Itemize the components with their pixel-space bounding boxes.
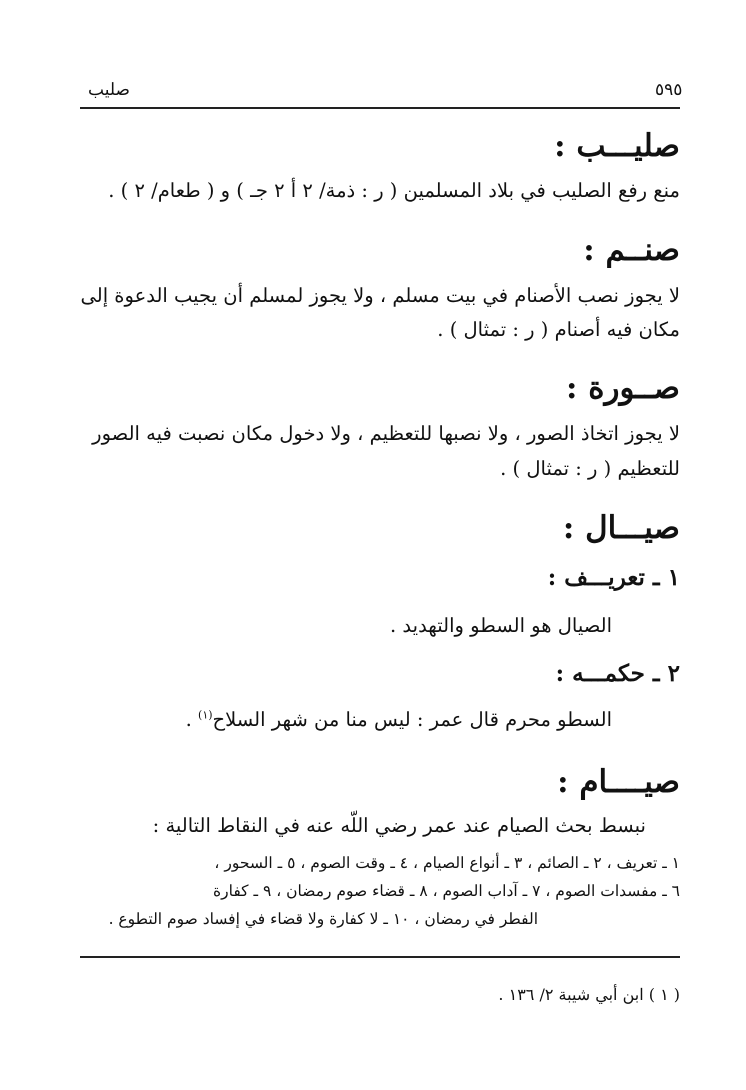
body-text-end: . — [185, 708, 199, 731]
section-heading-sura: صــورة : — [566, 370, 680, 406]
body-line: مكان فيه أصنام ( ر : تمثال ) . — [437, 318, 680, 341]
header-rule — [80, 107, 680, 109]
running-head: صليب — [88, 80, 130, 100]
body-line: الصيال هو السطو والتهديد . — [390, 614, 612, 637]
list-line: ٦ ـ مفسدات الصوم ، ٧ ـ آداب الصوم ، ٨ ـ قضاء صوم رمضان ، ٩ ـ كفارة — [213, 882, 680, 900]
body-line: لا يجوز نصب الأصنام في بيت مسلم ، ولا يجوز لمسلم أن يجيب الدعوة إلى — [80, 284, 680, 307]
body-line: لا يجوز اتخاذ الصور ، ولا نصبها للتعظيم ، ولا دخول مكان نصبت فيه الصور — [92, 422, 680, 445]
section-heading-siyam: صيــــام : — [557, 764, 680, 800]
page-number: ٥٩٥ — [655, 80, 683, 100]
body-line-with-footnote — [186, 708, 612, 731]
section-heading-sanam: صنــم : — [583, 232, 680, 268]
body-line: نبسط بحث الصيام عند عمر رضي اللّه عنه في النقاط التالية : — [152, 814, 646, 837]
body-line: منع رفع الصليب في بلاد المسلمين ( ر : ذمة/ ٢ أ ٢ جـ ) و ( طعام/ ٢ ) . — [108, 179, 680, 202]
list-line: الفطر في رمضان ، ١٠ ـ لا كفارة ولا قضاء في إفساد صوم التطوع . — [108, 910, 538, 928]
body-line: للتعظيم ( ر : تمثال ) . — [500, 457, 680, 480]
section-heading-salib: صليـــب : — [554, 128, 680, 164]
subsection-heading-definition: ١ ـ تعريـــف : — [547, 564, 680, 591]
subsection-heading-ruling: ٢ ـ حكمـــه : — [555, 660, 680, 687]
footnote-rule — [80, 956, 680, 958]
section-heading-siyal: صيـــال : — [562, 510, 680, 546]
footnote: ( ١ ) ابن أبي شيبة ٢/ ١٣٦ . — [498, 985, 680, 1004]
list-line: ١ ـ تعريف ، ٢ ـ الصائم ، ٣ ـ أنواع الصيام ، ٤ ـ وقت الصوم ، ٥ ـ السحور ، — [214, 854, 680, 872]
body-text: السطو محرم قال عمر : ليس منا من شهر السلاح — [212, 708, 612, 731]
footnote-ref: (١) — [198, 708, 213, 722]
